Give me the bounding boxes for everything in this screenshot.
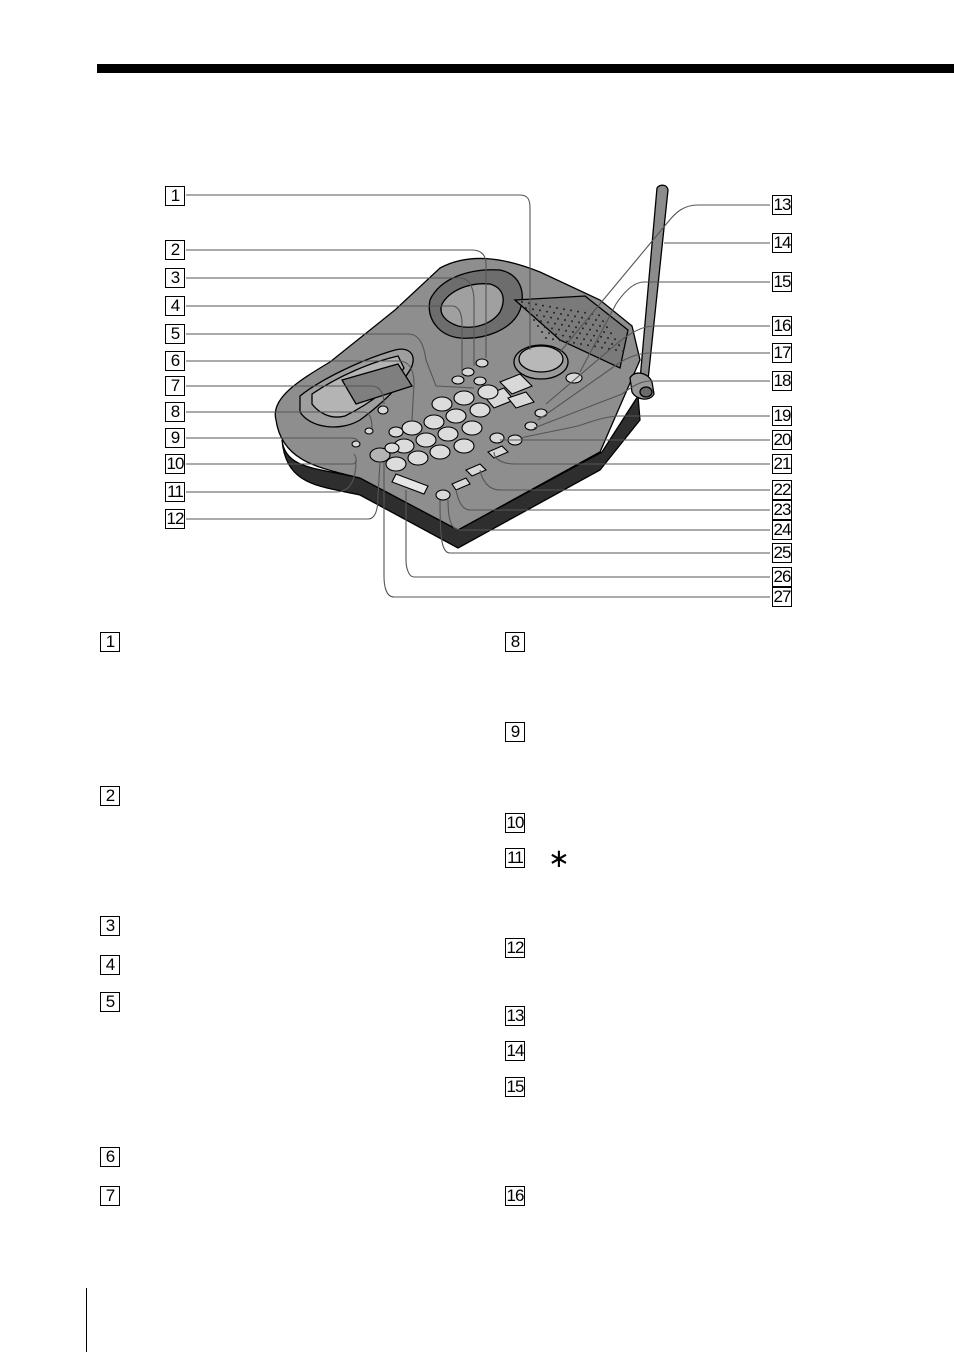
keypad-key: [402, 421, 422, 435]
grille-hole: [561, 324, 563, 326]
keypad-side-key: [389, 427, 403, 437]
keypad-key: [408, 451, 428, 465]
grille-hole: [532, 308, 534, 310]
grille-hole: [607, 337, 609, 339]
grille-hole: [570, 309, 572, 311]
callout-24: 24: [773, 520, 791, 539]
grille-hole: [603, 331, 605, 333]
callout-26: 26: [773, 567, 791, 586]
grille-hole: [575, 326, 577, 328]
grille-hole: [606, 326, 608, 328]
legend-item-12: 12: [506, 938, 524, 957]
grille-hole: [536, 314, 538, 316]
grille-hole: [546, 311, 548, 313]
grille-hole: [597, 341, 599, 343]
grille-hole: [600, 336, 602, 338]
grille-hole: [542, 305, 544, 307]
grille-hole: [549, 306, 551, 308]
callout-19: 19: [773, 406, 791, 425]
grille-hole: [584, 312, 586, 314]
grille-hole: [537, 325, 539, 327]
grille-hole: [544, 326, 546, 328]
grille-hole: [525, 307, 527, 309]
grille-hole: [583, 338, 585, 340]
keypad-key: [462, 421, 482, 435]
grille-hole: [590, 339, 592, 341]
grille-hole: [574, 315, 576, 317]
keypad-key: [416, 433, 436, 447]
grille-hole: [599, 325, 601, 327]
grille-hole: [622, 350, 624, 352]
legend-item-14: 14: [506, 1041, 524, 1060]
grille-hole: [580, 343, 582, 345]
keypad-key: [470, 403, 490, 417]
legend-item-6: 6: [100, 1147, 120, 1167]
grille-hole: [562, 335, 564, 337]
grille-hole: [589, 329, 591, 331]
keypad-key: [424, 415, 444, 429]
callout-18: 18: [773, 371, 791, 390]
grille-hole: [576, 337, 578, 339]
keypad-key: [432, 397, 452, 411]
grille-hole: [552, 338, 554, 340]
keypad-key: [446, 409, 466, 423]
callout-21: 21: [773, 454, 791, 473]
callout-1: 1: [165, 186, 185, 206]
grille-hole: [614, 338, 616, 340]
keypad-side-key: [385, 443, 399, 453]
grille-hole: [554, 323, 556, 325]
legend-item-5: 5: [100, 992, 120, 1012]
callout-6: 6: [165, 351, 185, 371]
grille-hole: [585, 323, 587, 325]
grille-hole: [565, 330, 567, 332]
callout-20: 20: [773, 430, 791, 449]
grille-hole: [555, 333, 557, 335]
grille-hole: [553, 312, 555, 314]
legend-item-8: 8: [505, 632, 525, 652]
callout-8: 8: [165, 402, 185, 422]
callout-16: 16: [773, 316, 791, 335]
grille-hole: [547, 321, 549, 323]
grille-hole: [577, 311, 579, 313]
grille-hole: [550, 317, 552, 319]
grille-hole: [551, 327, 553, 329]
grille-hole: [595, 319, 597, 321]
legend-item-15: 15: [506, 1077, 524, 1096]
grille-hole: [601, 347, 603, 349]
grille-hole: [572, 331, 574, 333]
grille-hole: [548, 332, 550, 334]
grille-hole: [556, 307, 558, 309]
legend-item-16: 16: [506, 1186, 524, 1205]
grille-hole: [545, 337, 547, 339]
grille-hole: [541, 331, 543, 333]
callout-7: 7: [165, 376, 185, 396]
grille-hole: [579, 332, 581, 334]
grille-hole: [560, 313, 562, 315]
grille-hole: [611, 343, 613, 345]
main-round-button: [514, 345, 568, 379]
grille-hole: [581, 317, 583, 319]
callout-25: 25: [773, 543, 791, 562]
keypad-key: [478, 385, 498, 399]
grille-hole: [571, 320, 573, 322]
grille-hole: [535, 303, 537, 305]
grille-hole: [602, 320, 604, 322]
callout-23: 23: [773, 500, 791, 519]
grille-hole: [557, 318, 559, 320]
keypad-key: [454, 391, 474, 405]
star-symbol: ∗: [548, 844, 570, 874]
keypad-key: [430, 445, 450, 459]
page-margin-rule: [86, 1288, 87, 1352]
legend-item-11: 11: [505, 848, 525, 868]
grille-hole: [543, 315, 545, 317]
grille-hole: [604, 342, 606, 344]
callout-3: 3: [165, 268, 185, 288]
grille-hole: [568, 325, 570, 327]
grille-hole: [573, 342, 575, 344]
grille-hole: [593, 335, 595, 337]
legend-item-1: 1: [100, 632, 120, 652]
grille-hole: [598, 314, 600, 316]
legend-item-7: 7: [100, 1186, 120, 1206]
keypad-key: [386, 457, 406, 471]
phone-base-diagram: [0, 0, 954, 620]
callout-17: 17: [773, 343, 791, 362]
callout-27: 27: [773, 587, 791, 606]
keypad-key: [438, 427, 458, 441]
callout-15: 15: [773, 272, 791, 291]
grille-hole: [558, 329, 560, 331]
grille-hole: [592, 324, 594, 326]
grille-hole: [582, 327, 584, 329]
grille-hole: [559, 339, 561, 341]
keypad-key: [454, 439, 474, 453]
legend-item-3: 3: [100, 916, 120, 936]
grille-hole: [587, 344, 589, 346]
grille-hole: [615, 349, 617, 351]
legend-item-13: 13: [506, 1006, 524, 1025]
callout-13: 13: [773, 195, 791, 214]
grille-hole: [521, 301, 523, 303]
grille-hole: [586, 333, 588, 335]
grille-hole: [564, 319, 566, 321]
grille-hole: [563, 308, 565, 310]
grille-hole: [578, 321, 580, 323]
grille-hole: [533, 319, 535, 321]
callout-11: 11: [165, 482, 185, 502]
callout-2: 2: [165, 240, 185, 260]
callout-22: 22: [773, 480, 791, 499]
grille-hole: [596, 330, 598, 332]
grille-hole: [610, 332, 612, 334]
callout-9: 9: [165, 428, 185, 448]
callout-10: 10: [166, 454, 184, 473]
callout-4: 4: [165, 296, 185, 316]
legend-item-2: 2: [100, 786, 120, 806]
grille-hole: [569, 336, 571, 338]
callout-14: 14: [773, 233, 791, 252]
legend-item-9: 9: [505, 722, 525, 742]
legend-item-10: 10: [506, 813, 524, 832]
legend-item-4: 4: [100, 955, 120, 975]
callout-12: 12: [166, 509, 184, 528]
grille-hole: [567, 314, 569, 316]
callout-5: 5: [165, 324, 185, 344]
grille-hole: [540, 320, 542, 322]
grille-hole: [618, 344, 620, 346]
grille-hole: [539, 309, 541, 311]
